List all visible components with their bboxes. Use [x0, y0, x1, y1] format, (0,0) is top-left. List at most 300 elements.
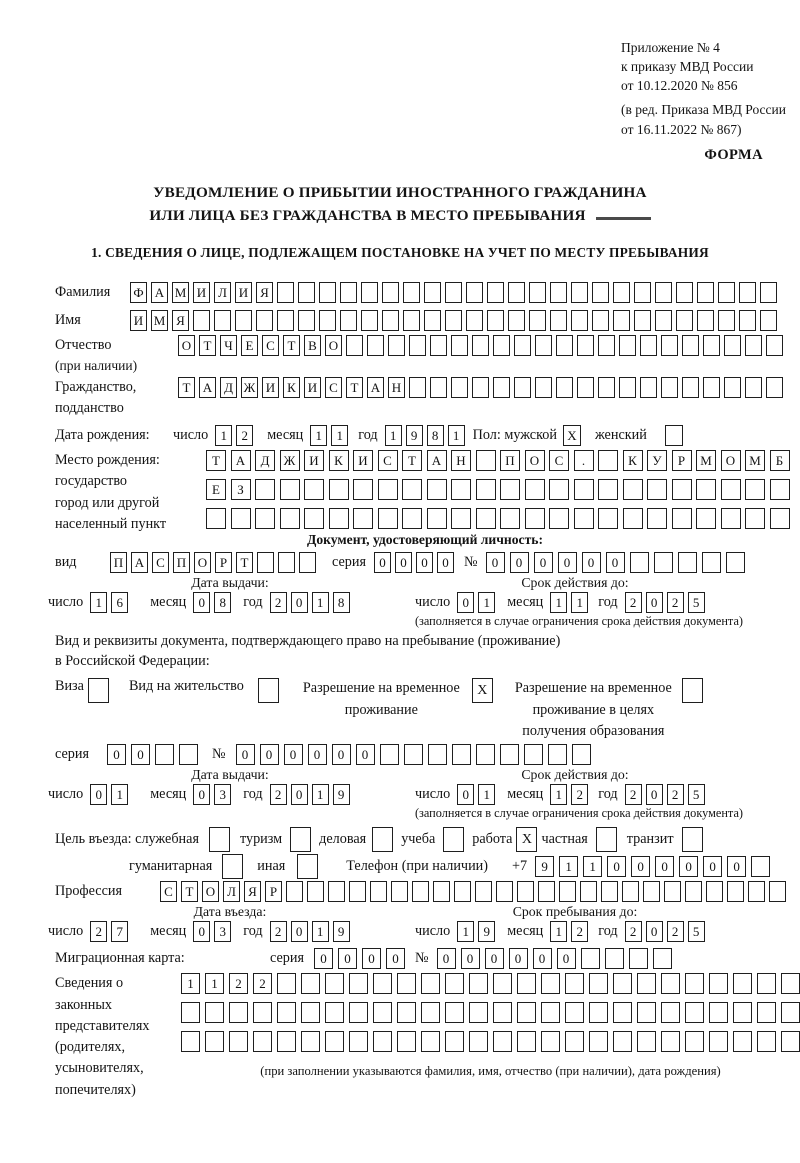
doc-number-cells[interactable]: [486, 552, 745, 573]
char-cell[interactable]: [724, 377, 741, 398]
char-cell[interactable]: [525, 508, 545, 529]
identity-issue-year[interactable]: [270, 592, 350, 613]
char-cell[interactable]: 0: [291, 592, 308, 613]
char-cell[interactable]: [517, 881, 534, 902]
char-cell[interactable]: О: [325, 335, 342, 356]
char-cell[interactable]: [745, 335, 762, 356]
char-cell[interactable]: [380, 744, 399, 765]
char-cell[interactable]: [472, 335, 489, 356]
char-cell[interactable]: 0: [646, 921, 663, 942]
char-cell[interactable]: Р: [215, 552, 232, 573]
identity-issue-day[interactable]: [90, 592, 128, 613]
char-cell[interactable]: П: [500, 450, 520, 471]
char-cell[interactable]: [469, 1031, 488, 1052]
char-cell[interactable]: 0: [107, 744, 126, 765]
char-cell[interactable]: [301, 1002, 320, 1023]
char-cell[interactable]: 2: [253, 973, 272, 994]
char-cell[interactable]: Т: [199, 335, 216, 356]
char-cell[interactable]: 6: [111, 592, 128, 613]
char-cell[interactable]: [214, 310, 231, 331]
char-cell[interactable]: О: [178, 335, 195, 356]
char-cell[interactable]: [757, 973, 776, 994]
char-cell[interactable]: Т: [178, 377, 195, 398]
char-cell[interactable]: [382, 310, 399, 331]
char-cell[interactable]: [682, 827, 703, 852]
char-cell[interactable]: И: [235, 282, 252, 303]
char-cell[interactable]: [181, 1002, 200, 1023]
char-cell[interactable]: 9: [478, 921, 495, 942]
char-cell[interactable]: 9: [333, 784, 350, 805]
char-cell[interactable]: [373, 973, 392, 994]
char-cell[interactable]: [580, 881, 597, 902]
char-cell[interactable]: .: [574, 450, 594, 471]
char-cell[interactable]: [222, 854, 243, 879]
char-cell[interactable]: [581, 948, 600, 969]
purpose-study-checkbox[interactable]: [443, 827, 464, 852]
char-cell[interactable]: 0: [437, 552, 454, 573]
char-cell[interactable]: 2: [236, 425, 253, 446]
char-cell[interactable]: 2: [571, 784, 588, 805]
char-cell[interactable]: [613, 310, 630, 331]
residence-permit-checkbox[interactable]: [258, 678, 279, 703]
char-cell[interactable]: Т: [402, 450, 422, 471]
char-cell[interactable]: [682, 335, 699, 356]
char-cell[interactable]: [388, 335, 405, 356]
char-cell[interactable]: А: [131, 552, 148, 573]
char-cell[interactable]: [329, 479, 349, 500]
char-cell[interactable]: [655, 282, 672, 303]
char-cell[interactable]: [373, 1002, 392, 1023]
char-cell[interactable]: [430, 335, 447, 356]
char-cell[interactable]: Е: [206, 479, 226, 500]
char-cell[interactable]: 0: [437, 948, 456, 969]
char-cell[interactable]: X: [516, 827, 537, 852]
char-cell[interactable]: С: [325, 377, 342, 398]
char-cell[interactable]: 0: [485, 948, 504, 969]
char-cell[interactable]: [541, 1031, 560, 1052]
char-cell[interactable]: [349, 1002, 368, 1023]
citizenship-cells[interactable]: [178, 377, 783, 398]
char-cell[interactable]: [487, 310, 504, 331]
char-cell[interactable]: [781, 1002, 800, 1023]
char-cell[interactable]: [565, 1002, 584, 1023]
char-cell[interactable]: 1: [90, 592, 107, 613]
char-cell[interactable]: 0: [679, 856, 698, 877]
char-cell[interactable]: [703, 377, 720, 398]
char-cell[interactable]: О: [721, 450, 741, 471]
char-cell[interactable]: Ж: [241, 377, 258, 398]
char-cell[interactable]: Л: [223, 881, 240, 902]
char-cell[interactable]: [493, 335, 510, 356]
char-cell[interactable]: [517, 973, 536, 994]
char-cell[interactable]: [517, 1031, 536, 1052]
char-cell[interactable]: [445, 973, 464, 994]
char-cell[interactable]: [577, 335, 594, 356]
char-cell[interactable]: [682, 678, 703, 703]
char-cell[interactable]: [665, 425, 683, 446]
char-cell[interactable]: [340, 310, 357, 331]
temp-residence-edu-checkbox[interactable]: [682, 678, 703, 703]
char-cell[interactable]: [572, 744, 591, 765]
char-cell[interactable]: 8: [333, 592, 350, 613]
char-cell[interactable]: [565, 1031, 584, 1052]
char-cell[interactable]: У: [647, 450, 667, 471]
char-cell[interactable]: [403, 282, 420, 303]
char-cell[interactable]: 8: [214, 592, 231, 613]
char-cell[interactable]: [760, 310, 777, 331]
char-cell[interactable]: И: [262, 377, 279, 398]
char-cell[interactable]: Т: [346, 377, 363, 398]
char-cell[interactable]: [508, 310, 525, 331]
char-cell[interactable]: [378, 479, 398, 500]
char-cell[interactable]: [745, 508, 765, 529]
char-cell[interactable]: [280, 479, 300, 500]
char-cell[interactable]: [253, 1002, 272, 1023]
char-cell[interactable]: 2: [625, 784, 642, 805]
purpose-business-checkbox[interactable]: [372, 827, 393, 852]
char-cell[interactable]: 0: [646, 784, 663, 805]
birth-year-cells[interactable]: [385, 425, 465, 446]
char-cell[interactable]: [589, 1031, 608, 1052]
char-cell[interactable]: [412, 881, 429, 902]
char-cell[interactable]: [718, 310, 735, 331]
char-cell[interactable]: [613, 973, 632, 994]
char-cell[interactable]: [500, 508, 520, 529]
char-cell[interactable]: [739, 282, 756, 303]
char-cell[interactable]: О: [194, 552, 211, 573]
char-cell[interactable]: Т: [181, 881, 198, 902]
char-cell[interactable]: [574, 508, 594, 529]
char-cell[interactable]: [500, 744, 519, 765]
char-cell[interactable]: [297, 854, 318, 879]
char-cell[interactable]: Н: [388, 377, 405, 398]
char-cell[interactable]: 0: [461, 948, 480, 969]
char-cell[interactable]: [475, 881, 492, 902]
char-cell[interactable]: А: [151, 282, 168, 303]
char-cell[interactable]: 0: [338, 948, 357, 969]
char-cell[interactable]: [451, 479, 471, 500]
char-cell[interactable]: [538, 881, 555, 902]
char-cell[interactable]: [255, 479, 275, 500]
char-cell[interactable]: 9: [406, 425, 423, 446]
char-cell[interactable]: [402, 479, 422, 500]
char-cell[interactable]: [685, 1002, 704, 1023]
char-cell[interactable]: [596, 827, 617, 852]
char-cell[interactable]: [278, 552, 295, 573]
char-cell[interactable]: X: [563, 425, 581, 446]
birthplace-cells-row1[interactable]: [206, 450, 790, 471]
char-cell[interactable]: [757, 1031, 776, 1052]
representatives-cells-row2[interactable]: [181, 1002, 800, 1023]
char-cell[interactable]: [181, 1031, 200, 1052]
char-cell[interactable]: И: [130, 310, 147, 331]
entry-day-cells[interactable]: [90, 921, 128, 942]
char-cell[interactable]: 1: [583, 856, 602, 877]
char-cell[interactable]: [231, 508, 251, 529]
char-cell[interactable]: 1: [181, 973, 200, 994]
char-cell[interactable]: [643, 881, 660, 902]
char-cell[interactable]: [508, 282, 525, 303]
char-cell[interactable]: 0: [236, 744, 255, 765]
char-cell[interactable]: X: [472, 678, 493, 703]
char-cell[interactable]: Р: [265, 881, 282, 902]
char-cell[interactable]: 0: [284, 744, 303, 765]
char-cell[interactable]: [661, 335, 678, 356]
char-cell[interactable]: 2: [270, 592, 287, 613]
char-cell[interactable]: [349, 881, 366, 902]
char-cell[interactable]: 0: [332, 744, 351, 765]
char-cell[interactable]: [209, 827, 230, 852]
char-cell[interactable]: [781, 1031, 800, 1052]
char-cell[interactable]: [496, 881, 513, 902]
char-cell[interactable]: [661, 1002, 680, 1023]
char-cell[interactable]: [206, 508, 226, 529]
stay-year-cells[interactable]: [625, 921, 705, 942]
residence-valid-day[interactable]: [457, 784, 495, 805]
char-cell[interactable]: [299, 552, 316, 573]
char-cell[interactable]: [258, 678, 279, 703]
char-cell[interactable]: И: [304, 377, 321, 398]
char-cell[interactable]: [349, 973, 368, 994]
char-cell[interactable]: [367, 335, 384, 356]
char-cell[interactable]: 2: [667, 784, 684, 805]
char-cell[interactable]: [721, 508, 741, 529]
char-cell[interactable]: Я: [256, 282, 273, 303]
char-cell[interactable]: [397, 1031, 416, 1052]
char-cell[interactable]: [592, 310, 609, 331]
char-cell[interactable]: [640, 377, 657, 398]
char-cell[interactable]: [403, 310, 420, 331]
char-cell[interactable]: 0: [308, 744, 327, 765]
char-cell[interactable]: 0: [193, 921, 210, 942]
char-cell[interactable]: 0: [193, 784, 210, 805]
char-cell[interactable]: Я: [244, 881, 261, 902]
firstname-cells[interactable]: [130, 310, 777, 331]
char-cell[interactable]: [500, 479, 520, 500]
purpose-tourism-checkbox[interactable]: [290, 827, 311, 852]
char-cell[interactable]: 0: [534, 552, 553, 573]
char-cell[interactable]: [571, 310, 588, 331]
char-cell[interactable]: 1: [478, 784, 495, 805]
char-cell[interactable]: [402, 508, 422, 529]
char-cell[interactable]: [427, 508, 447, 529]
char-cell[interactable]: [630, 552, 649, 573]
char-cell[interactable]: [301, 1031, 320, 1052]
char-cell[interactable]: [733, 1002, 752, 1023]
char-cell[interactable]: [445, 1031, 464, 1052]
char-cell[interactable]: Д: [220, 377, 237, 398]
char-cell[interactable]: [760, 282, 777, 303]
char-cell[interactable]: [421, 1002, 440, 1023]
visa-checkbox[interactable]: [88, 678, 109, 703]
char-cell[interactable]: [378, 508, 398, 529]
char-cell[interactable]: [589, 973, 608, 994]
char-cell[interactable]: [745, 479, 765, 500]
char-cell[interactable]: [697, 310, 714, 331]
char-cell[interactable]: М: [172, 282, 189, 303]
char-cell[interactable]: 0: [314, 948, 333, 969]
char-cell[interactable]: [493, 1031, 512, 1052]
char-cell[interactable]: [577, 377, 594, 398]
char-cell[interactable]: М: [745, 450, 765, 471]
char-cell[interactable]: [346, 335, 363, 356]
char-cell[interactable]: [541, 1002, 560, 1023]
char-cell[interactable]: [430, 377, 447, 398]
char-cell[interactable]: 1: [205, 973, 224, 994]
char-cell[interactable]: [421, 973, 440, 994]
char-cell[interactable]: Л: [214, 282, 231, 303]
char-cell[interactable]: А: [427, 450, 447, 471]
char-cell[interactable]: Ч: [220, 335, 237, 356]
char-cell[interactable]: [476, 450, 496, 471]
char-cell[interactable]: 0: [356, 744, 375, 765]
char-cell[interactable]: [235, 310, 252, 331]
char-cell[interactable]: 1: [111, 784, 128, 805]
char-cell[interactable]: 7: [111, 921, 128, 942]
char-cell[interactable]: [726, 552, 745, 573]
char-cell[interactable]: О: [525, 450, 545, 471]
char-cell[interactable]: [428, 744, 447, 765]
char-cell[interactable]: [661, 1031, 680, 1052]
char-cell[interactable]: [409, 377, 426, 398]
char-cell[interactable]: [619, 377, 636, 398]
char-cell[interactable]: [622, 881, 639, 902]
char-cell[interactable]: 0: [646, 592, 663, 613]
char-cell[interactable]: 0: [486, 552, 505, 573]
char-cell[interactable]: [277, 310, 294, 331]
residence-valid-month[interactable]: [550, 784, 588, 805]
identity-issue-month[interactable]: [193, 592, 231, 613]
char-cell[interactable]: [301, 973, 320, 994]
char-cell[interactable]: [661, 377, 678, 398]
char-cell[interactable]: 1: [457, 921, 474, 942]
char-cell[interactable]: 0: [362, 948, 381, 969]
char-cell[interactable]: 0: [582, 552, 601, 573]
char-cell[interactable]: [277, 973, 296, 994]
char-cell[interactable]: Ф: [130, 282, 147, 303]
char-cell[interactable]: 0: [510, 552, 529, 573]
char-cell[interactable]: 2: [667, 592, 684, 613]
char-cell[interactable]: [718, 282, 735, 303]
char-cell[interactable]: [404, 744, 423, 765]
birthplace-cells-row2[interactable]: [206, 479, 790, 500]
temp-residence-checkbox[interactable]: [472, 678, 493, 703]
char-cell[interactable]: [556, 335, 573, 356]
char-cell[interactable]: [565, 973, 584, 994]
char-cell[interactable]: [361, 282, 378, 303]
char-cell[interactable]: [155, 744, 174, 765]
char-cell[interactable]: [445, 282, 462, 303]
char-cell[interactable]: 1: [385, 425, 402, 446]
char-cell[interactable]: [678, 552, 697, 573]
char-cell[interactable]: [361, 310, 378, 331]
char-cell[interactable]: [298, 282, 315, 303]
char-cell[interactable]: [466, 310, 483, 331]
char-cell[interactable]: [696, 479, 716, 500]
entry-month-cells[interactable]: [193, 921, 231, 942]
char-cell[interactable]: 0: [509, 948, 528, 969]
char-cell[interactable]: [589, 1002, 608, 1023]
char-cell[interactable]: 2: [90, 921, 107, 942]
char-cell[interactable]: [733, 1031, 752, 1052]
char-cell[interactable]: [427, 479, 447, 500]
char-cell[interactable]: [770, 508, 790, 529]
char-cell[interactable]: Я: [172, 310, 189, 331]
char-cell[interactable]: [598, 479, 618, 500]
char-cell[interactable]: [409, 335, 426, 356]
char-cell[interactable]: [766, 377, 783, 398]
char-cell[interactable]: [286, 881, 303, 902]
char-cell[interactable]: А: [199, 377, 216, 398]
char-cell[interactable]: 2: [667, 921, 684, 942]
char-cell[interactable]: [340, 282, 357, 303]
identity-valid-day[interactable]: [457, 592, 495, 613]
char-cell[interactable]: [353, 508, 373, 529]
char-cell[interactable]: 8: [427, 425, 444, 446]
residence-issue-year[interactable]: [270, 784, 350, 805]
stay-month-cells[interactable]: [550, 921, 588, 942]
char-cell[interactable]: 5: [688, 784, 705, 805]
char-cell[interactable]: [466, 282, 483, 303]
char-cell[interactable]: [613, 282, 630, 303]
char-cell[interactable]: О: [202, 881, 219, 902]
char-cell[interactable]: [370, 881, 387, 902]
char-cell[interactable]: 1: [448, 425, 465, 446]
char-cell[interactable]: [724, 335, 741, 356]
char-cell[interactable]: 3: [214, 784, 231, 805]
patronymic-cells[interactable]: [178, 335, 783, 356]
identity-valid-month[interactable]: [550, 592, 588, 613]
char-cell[interactable]: [493, 1002, 512, 1023]
char-cell[interactable]: 0: [606, 552, 625, 573]
char-cell[interactable]: 2: [571, 921, 588, 942]
char-cell[interactable]: [535, 377, 552, 398]
purpose-transit-checkbox[interactable]: [682, 827, 703, 852]
char-cell[interactable]: [676, 310, 693, 331]
char-cell[interactable]: [445, 1002, 464, 1023]
char-cell[interactable]: И: [193, 282, 210, 303]
char-cell[interactable]: [451, 335, 468, 356]
char-cell[interactable]: С: [378, 450, 398, 471]
char-cell[interactable]: 0: [90, 784, 107, 805]
char-cell[interactable]: 2: [625, 592, 642, 613]
char-cell[interactable]: 0: [457, 784, 474, 805]
char-cell[interactable]: 0: [374, 552, 391, 573]
char-cell[interactable]: [328, 881, 345, 902]
representatives-cells-row1[interactable]: [181, 973, 800, 994]
char-cell[interactable]: Б: [770, 450, 790, 471]
char-cell[interactable]: [619, 335, 636, 356]
char-cell[interactable]: [256, 310, 273, 331]
char-cell[interactable]: [319, 282, 336, 303]
char-cell[interactable]: К: [623, 450, 643, 471]
char-cell[interactable]: [179, 744, 198, 765]
char-cell[interactable]: [703, 335, 720, 356]
char-cell[interactable]: 1: [312, 921, 329, 942]
char-cell[interactable]: [598, 335, 615, 356]
char-cell[interactable]: 5: [688, 921, 705, 942]
char-cell[interactable]: [277, 1031, 296, 1052]
char-cell[interactable]: [493, 973, 512, 994]
representatives-cells-row3[interactable]: [181, 1031, 800, 1052]
doc-type-cells[interactable]: [110, 552, 316, 573]
char-cell[interactable]: [696, 508, 716, 529]
char-cell[interactable]: [751, 856, 770, 877]
char-cell[interactable]: [623, 508, 643, 529]
char-cell[interactable]: [253, 1031, 272, 1052]
char-cell[interactable]: А: [367, 377, 384, 398]
char-cell[interactable]: [541, 973, 560, 994]
